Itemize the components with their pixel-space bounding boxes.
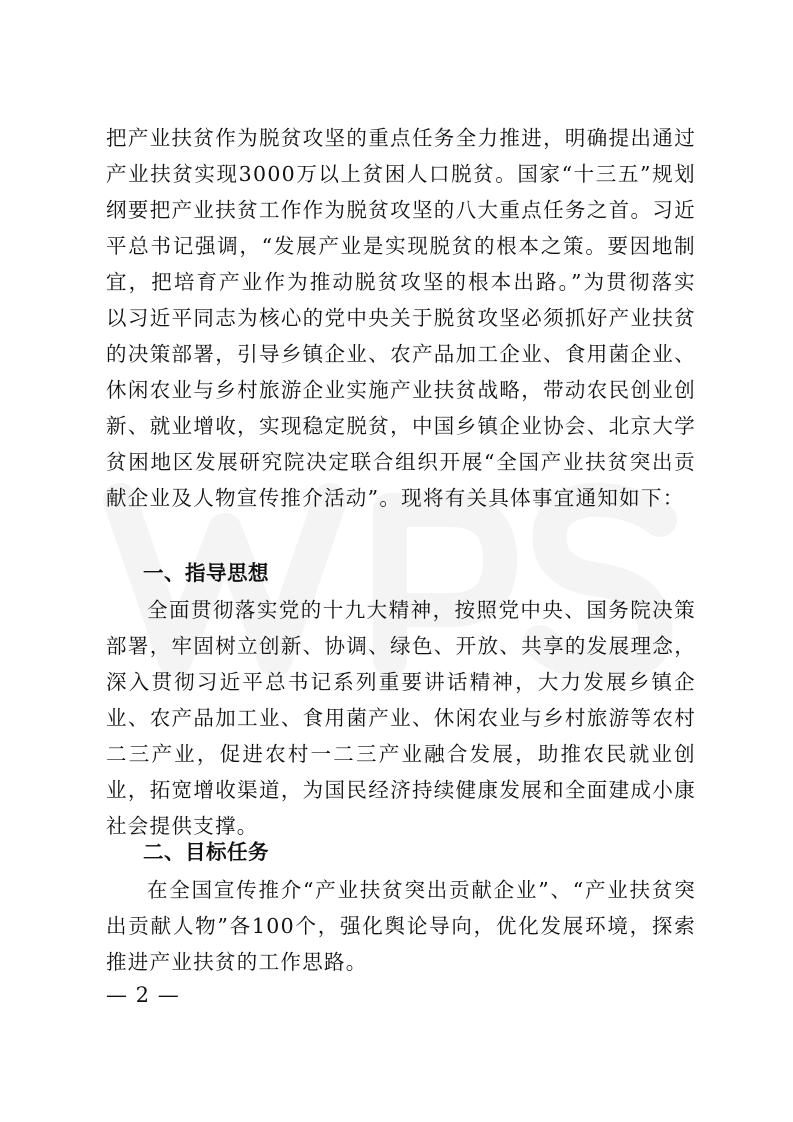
target-tasks-paragraph: 在全国宣传推介“产业扶贫突出贡献企业”、“产业扶贫突出贡献人物”各100个，强化舆论导向，优化发展环境，探索推进产业扶贫的工作思路。: [106, 878, 696, 974]
page-number: — 2 —: [106, 983, 180, 1007]
guiding-ideology-paragraph: 全面贯彻落实党的十九大精神，按照党中央、国务院决策部署，牢固树立创新、协调、绿色、开放、共享的发展理念，深入贯彻习近平总书记系列重要讲话精神，大力发展乡镇企业、农产品加工业、食用菌产业、休闲农业与乡村旅游等农村二三产业，促进农村一二三产业融合发展，助推农民就业创业，拓宽增收渠道，为国民经济持续健康发展和全面建成小康社会提供支撑。: [106, 598, 696, 838]
section-heading-guiding-ideology: 一、指导思想: [143, 561, 269, 585]
intro-section: [106, 120, 696, 516]
section-heading-target-tasks: 二、目标任务: [143, 840, 269, 864]
guiding-ideology-section: [106, 592, 696, 844]
target-tasks-section: [106, 872, 696, 980]
intro-paragraph: 把产业扶贫作为脱贫攻坚的重点任务全力推进，明确提出通过产业扶贫实现3000万以上贫困人口脱贫。国家“十三五”规划纲要把产业扶贫工作作为脱贫攻坚的八大重点任务之首。习近平总书记强调，“发展产业是实现脱贫的根本之策。要因地制宜，把培育产业作为推动脱贫攻坚的根本出路。”为贯彻落实以习近平同志为核心的党中央关于脱贫攻坚必须抓好产业扶贫的决策部署，引导乡镇企业、农产品加工企业、食用菌企业、休闲农业与乡村旅游企业实施产业扶贫战略，带动农民创业创新、就业增收，实现稳定脱贫，中国乡镇企业协会、北京大学贫困地区发展研究院决定联合组织开展“全国产业扶贫突出贡献企业及人物宣传推介活动”。现将有关具体事宜通知如下：: [106, 126, 696, 510]
